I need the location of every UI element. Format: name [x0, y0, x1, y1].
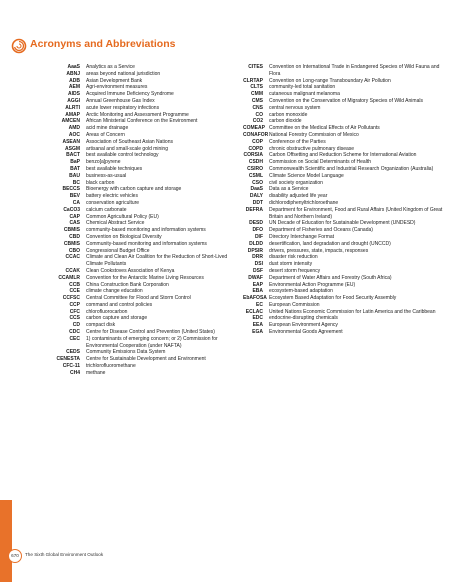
acronym-definition: Areas of Concern — [86, 131, 125, 138]
orange-side-bar — [0, 500, 12, 582]
acronym-definition: central nervous system — [269, 104, 321, 111]
acronym-term: DLDD — [249, 240, 263, 247]
acronym-entry — [243, 234, 443, 241]
acronym-entry — [30, 186, 238, 193]
acronym-term: CENESTA — [56, 356, 80, 363]
acronym-entry — [30, 349, 238, 356]
acronym-definition: Convention for the Antarctic Marine Living Resources — [86, 274, 204, 281]
acronym-term: CMS — [251, 97, 263, 104]
acronym-entry — [30, 166, 238, 173]
acronym-term: CCFSC — [62, 295, 80, 302]
acronym-entry — [243, 302, 443, 309]
acronym-term: DSI — [254, 261, 263, 268]
acronym-term: DaaS — [250, 186, 263, 193]
acronym-term: BAT — [70, 165, 80, 172]
acronym-definition: areas beyond national jurisdiction — [86, 70, 161, 77]
acronym-entry — [243, 146, 443, 153]
acronym-definition: Carbon Offsetting and Reduction Scheme for International Aviation — [269, 152, 417, 159]
acronym-definition: best available techniques — [86, 165, 143, 172]
acronym-entry — [243, 166, 443, 173]
acronym-entry — [243, 180, 443, 187]
acronym-definition: carbon capture and storage — [86, 315, 148, 322]
acronym-definition: community-led total sanitation — [269, 84, 336, 91]
acronym-term: BC — [72, 179, 80, 186]
acronym-term: BAU — [69, 172, 80, 179]
acronym-term: CA — [72, 199, 80, 206]
acronym-entry — [243, 193, 443, 200]
acronym-entry — [30, 105, 238, 112]
swirl-logo-icon — [11, 38, 27, 54]
acronym-term: CO2 — [252, 118, 263, 125]
acronym-term: AMCEN — [61, 118, 80, 125]
acronym-entry — [30, 363, 238, 370]
acronym-term: CCB — [69, 281, 80, 288]
acronym-entry — [30, 84, 238, 91]
acronym-definition: best available control technology — [86, 152, 159, 159]
acronym-definition: Central Committee for Flood and Storm Control — [86, 295, 191, 302]
acronym-term: CDC — [69, 329, 80, 336]
acronym-term: AOC — [68, 131, 80, 138]
acronym-term: CONAFOR — [243, 131, 269, 138]
acronym-entry — [30, 193, 238, 200]
acronym-entry — [243, 227, 443, 234]
acronym-definition: civil society organization — [269, 179, 323, 186]
acronym-definition: Centre for Disease Control and Prevention (United States) — [86, 329, 215, 336]
acronym-term: CEDS — [66, 349, 80, 356]
acronym-entry — [30, 112, 238, 119]
acronym-term: CBMIS — [63, 240, 80, 247]
acronym-entry — [243, 84, 443, 91]
acronym-term: CAS — [69, 220, 80, 227]
acronym-term: EDC — [252, 315, 263, 322]
acronym-definition: Clean Cookstoves Association of Kenya — [86, 267, 175, 274]
acronym-term: CLRTAP — [243, 77, 263, 84]
acronym-definition: Analytics as a Service — [86, 64, 135, 70]
acronym-term: CSDH — [248, 159, 263, 166]
acronym-entry — [30, 336, 238, 350]
acronym-term: CCAK — [65, 267, 80, 274]
acronym-entry — [243, 241, 443, 248]
acronym-term: DFO — [252, 227, 263, 234]
acronym-term: CORSIA — [243, 152, 263, 159]
acronym-entry — [243, 309, 443, 316]
acronym-term: CCS — [69, 315, 80, 322]
acronym-definition: black carbon — [86, 179, 115, 186]
acronym-entry — [243, 254, 443, 261]
acronym-term: CFC — [69, 308, 80, 315]
acronym-term: CO — [255, 111, 263, 118]
acronym-entry — [30, 64, 238, 71]
acronym-definition: European Commission — [269, 301, 320, 308]
acronym-definition: China Construction Bank Corporation — [86, 281, 169, 288]
acronym-definition: Environmental Goods Agreement — [269, 329, 343, 336]
acronym-definition: Bioenergy with carbon capture and storage — [86, 186, 182, 193]
acronym-entry — [30, 180, 238, 187]
acronym-term: CEC — [69, 335, 80, 342]
acronym-entry — [30, 309, 238, 316]
acronym-term: AMAP — [65, 111, 80, 118]
acronym-definition: Convention on the Conservation of Migratory Species of Wild Animals — [269, 97, 423, 104]
acronym-entry — [30, 329, 238, 336]
acronym-definition: Environmental Action Programme (EU) — [269, 281, 356, 288]
acronym-term: BACT — [66, 152, 80, 159]
acronym-term: AGGI — [67, 97, 80, 104]
acronym-definition: Data as a Service — [269, 186, 309, 193]
acronym-term: DDT — [252, 199, 263, 206]
acronym-entry — [30, 315, 238, 322]
acronym-definition: business-as-usual — [86, 172, 127, 179]
acronym-definition: United Nations Economic Commission for Latin America and the Caribbean — [269, 308, 436, 315]
acronym-definition: Convention on Long-range Transboundary Air Pollution — [269, 77, 391, 84]
acronym-term: ABNJ — [66, 70, 80, 77]
acronym-entry — [30, 248, 238, 255]
acronym-term: AIDS — [68, 91, 80, 98]
acronym-entry — [30, 295, 238, 302]
acronym-definition: desertification, land degradation and drought (UNCCD) — [269, 240, 391, 247]
acronym-term: ALRTI — [65, 104, 80, 111]
acronym-term: CBO — [68, 247, 80, 254]
acronym-definition: Ecosystem Based Adaptation for Food Security Assembly — [269, 295, 397, 302]
acronym-definition: Commission on Social Determinants of Health — [269, 159, 371, 166]
acronym-term: BaP — [70, 159, 80, 166]
acronym-entry — [243, 91, 443, 98]
acronym-term: EAP — [252, 281, 263, 288]
acronym-entry — [243, 112, 443, 119]
acronym-definition: disability adjusted life year — [269, 193, 328, 200]
acronym-term: CCAMLR — [58, 274, 80, 281]
acronym-term: CH4 — [69, 369, 80, 376]
left-column — [30, 64, 238, 377]
acronym-definition: command and control policies — [86, 301, 153, 308]
acronym-entry — [243, 98, 443, 105]
acronym-definition: Climate and Clean Air Coalition for the Reduction of Short-Lived Climate Pollutants — [86, 254, 228, 268]
acronym-term: AaaS — [67, 64, 80, 70]
acronym-term: EEA — [252, 322, 263, 329]
acronym-entry — [243, 322, 443, 329]
acronym-definition: desert storm frequency — [269, 267, 321, 274]
acronym-definition: African Ministerial Conference on the Environment — [86, 118, 198, 125]
acronym-term: CD — [72, 322, 80, 329]
acronym-entry — [30, 254, 238, 268]
acronym-entry — [243, 173, 443, 180]
acronym-definition: UN Decade of Education for Sustainable Development (UNDESD) — [269, 220, 416, 227]
acronym-entry — [30, 159, 238, 166]
acronym-term: ASGM — [65, 145, 80, 152]
acronym-entry — [243, 139, 443, 146]
acronym-entry — [30, 91, 238, 98]
acronym-definition: cutaneous malignant melanoma — [269, 91, 340, 98]
acronym-term: EbAFOSA — [243, 295, 267, 302]
acronym-definition: drivers, pressures, state, impacts, responses — [269, 247, 369, 254]
acronym-entry — [243, 268, 443, 275]
acronym-definition: chronic obstructive pulmonary disease — [269, 145, 355, 152]
acronym-entry — [30, 214, 238, 221]
acronym-entry — [30, 71, 238, 78]
right-column — [243, 64, 443, 336]
acronym-term: CMM — [251, 91, 263, 98]
acronym-definition: Committee on the Medical Effects of Air Pollutants — [269, 125, 380, 132]
acronym-definition: calcium carbonate — [86, 206, 127, 213]
acronym-term: AMD — [68, 125, 80, 132]
acronym-definition: carbon dioxide — [269, 118, 302, 125]
acronym-definition: carbon monoxide — [269, 111, 308, 118]
page-title: Acronyms and Abbreviations — [30, 38, 176, 50]
acronym-term: CBMIS — [63, 227, 80, 234]
acronym-definition: Directory Interchange Format — [269, 233, 335, 240]
acronym-definition: 1) contaminants of emerging concern; or 2) Commission for Environmental Cooperation (under NAFTA) — [86, 335, 218, 349]
acronym-entry — [243, 207, 443, 221]
acronym-definition: benzo[a]pyrene — [86, 159, 121, 166]
acronym-definition: Centre for Sustainable Development and Environment — [86, 356, 206, 363]
acronym-term: DALY — [249, 193, 263, 200]
acronym-entry — [30, 78, 238, 85]
acronym-entry — [243, 315, 443, 322]
acronym-entry — [30, 234, 238, 241]
acronym-entry — [30, 207, 238, 214]
acronym-definition: National Forestry Commission of Mexico — [269, 131, 359, 138]
acronym-definition: methane — [86, 369, 106, 376]
acronym-definition: Association of Southeast Asian Nations — [86, 138, 173, 145]
acronym-term: ECLAC — [245, 308, 263, 315]
acronym-definition: artisanal and small-scale gold mining — [86, 145, 168, 152]
acronym-entry — [243, 125, 443, 132]
acronym-entry — [30, 146, 238, 153]
acronym-entry — [30, 241, 238, 248]
acronym-entry — [30, 125, 238, 132]
acronym-definition: Common Agricultural Policy (EU) — [86, 213, 159, 220]
acronym-entry — [243, 200, 443, 207]
acronym-term: CCAC — [65, 254, 80, 261]
acronym-entry — [30, 227, 238, 234]
acronym-entry — [243, 152, 443, 159]
acronym-term: CSIRO — [247, 165, 263, 172]
acronym-entry — [243, 78, 443, 85]
acronym-entry — [243, 329, 443, 336]
acronym-definition: disaster risk reduction — [269, 254, 318, 261]
acronym-entry — [30, 200, 238, 207]
acronym-definition: Department for Environment, Food and Rural Affairs (United Kingdom of Great Britain and Northern Ireland) — [269, 206, 443, 220]
acronym-entry — [243, 282, 443, 289]
acronym-definition: Community-based monitoring and information systems — [86, 240, 207, 247]
acronym-term: DRR — [252, 254, 263, 261]
acronym-entry — [243, 275, 443, 282]
acronym-entry — [243, 118, 443, 125]
acronym-term: DWAF — [248, 274, 263, 281]
acronym-definition: endocrine-disrupting chemicals — [269, 315, 338, 322]
acronym-definition: climate change education — [86, 288, 143, 295]
page-number: 670 — [8, 549, 22, 563]
footer-book-title: The Sixth Global Environment Outlook — [25, 552, 104, 557]
acronym-definition: dichlorodiphenyltrichloroethane — [269, 199, 339, 206]
acronym-definition: Convention on Biological Diversity — [86, 233, 162, 240]
acronym-definition: Agri-environment measures — [86, 84, 148, 91]
acronym-definition: Climate Science Model Language — [269, 172, 344, 179]
acronym-definition: Department of Fisheries and Oceans (Canada) — [269, 227, 373, 234]
acronym-definition: Conference of the Parties — [269, 138, 326, 145]
acronym-entry — [30, 288, 238, 295]
acronym-entry — [30, 139, 238, 146]
acronym-entry — [30, 275, 238, 282]
acronym-term: EBA — [252, 288, 263, 295]
acronym-entry — [30, 356, 238, 363]
acronym-term: CCE — [69, 288, 80, 295]
acronym-definition: chlorofluorocarbon — [86, 308, 128, 315]
acronym-term: EGA — [252, 329, 263, 336]
acronym-entry — [243, 159, 443, 166]
acronym-entry — [243, 261, 443, 268]
acronym-term: AEM — [68, 84, 80, 91]
acronym-term: COMEAP — [243, 125, 265, 132]
acronym-entry — [30, 268, 238, 275]
acronym-term: CSML — [248, 172, 263, 179]
acronym-entry — [30, 98, 238, 105]
acronym-entry — [243, 186, 443, 193]
acronym-entry — [243, 132, 443, 139]
acronym-entry — [30, 282, 238, 289]
acronym-entry — [243, 248, 443, 255]
acronym-term: BEV — [69, 193, 80, 200]
acronym-term: CLTS — [250, 84, 263, 91]
acronym-definition: Annual Greenhouse Gas Index — [86, 97, 155, 104]
acronym-term: DPSIR — [247, 247, 263, 254]
acronym-entry — [243, 64, 443, 78]
acronym-entry — [30, 370, 238, 377]
acronym-definition: Community Emissions Data System — [86, 349, 166, 356]
acronym-term: CCP — [69, 301, 80, 308]
acronym-entry — [243, 288, 443, 295]
acronym-entry — [243, 220, 443, 227]
acronym-definition: Chemical Abstract Service — [86, 220, 145, 227]
acronym-term: BECCS — [62, 186, 80, 193]
acronym-entry — [30, 118, 238, 125]
acronym-term: ASEAN — [62, 138, 80, 145]
acronym-definition: ecosystem-based adaptation — [269, 288, 333, 295]
acronym-term: DESD — [249, 220, 263, 227]
acronym-term: CBD — [69, 233, 80, 240]
acronym-term: DIF — [254, 233, 263, 240]
acronym-term: COP — [252, 138, 263, 145]
acronym-entry — [30, 302, 238, 309]
acronym-term: CFC-11 — [62, 363, 80, 370]
acronym-term: DSF — [253, 267, 263, 274]
acronym-definition: conservation agriculture — [86, 199, 140, 206]
acronym-entry — [243, 295, 443, 302]
acronym-definition: Arctic Monitoring and Assessment Programme — [86, 111, 189, 118]
acronym-entry — [243, 105, 443, 112]
acronym-entry — [30, 220, 238, 227]
acronym-entry — [30, 132, 238, 139]
acronym-definition: community-based monitoring and information systems — [86, 227, 206, 234]
acronym-term: CSO — [252, 179, 263, 186]
acronym-definition: acute lower respiratory infections — [86, 104, 160, 111]
acronym-definition: trichlorofluoromethane — [86, 363, 136, 370]
acronym-term: CNS — [252, 104, 263, 111]
acronym-definition: Acquired Immune Deficiency Syndrome — [86, 91, 174, 98]
acronym-definition: Congressional Budget Office — [86, 247, 150, 254]
acronym-definition: acid mine drainage — [86, 125, 129, 132]
acronym-term: EC — [256, 301, 263, 308]
acronym-term: CAP — [69, 213, 80, 220]
acronym-definition: Asian Development Bank — [86, 77, 143, 84]
acronym-term: CaCO3 — [63, 206, 80, 213]
acronym-definition: battery electric vehicles — [86, 193, 138, 200]
acronym-term: COPD — [248, 145, 263, 152]
acronym-term: ADB — [69, 77, 80, 84]
acronym-definition: compact disk — [86, 322, 116, 329]
acronym-definition: Department of Water Affairs and Forestry (South Africa) — [269, 274, 392, 281]
acronym-definition: European Environment Agency — [269, 322, 338, 329]
acronym-definition: Convention on International Trade in Endangered Species of Wild Fauna and Flora — [269, 64, 440, 77]
acronym-term: CITES — [248, 64, 263, 70]
acronym-term: DEFRA — [245, 206, 263, 213]
acronym-definition: dust storm intensity — [269, 261, 313, 268]
acronym-entry — [30, 152, 238, 159]
acronym-entry — [30, 173, 238, 180]
acronym-entry — [30, 322, 238, 329]
acronym-definition: Commonwealth Scientific and Industrial Research Organization (Australia) — [269, 165, 434, 172]
